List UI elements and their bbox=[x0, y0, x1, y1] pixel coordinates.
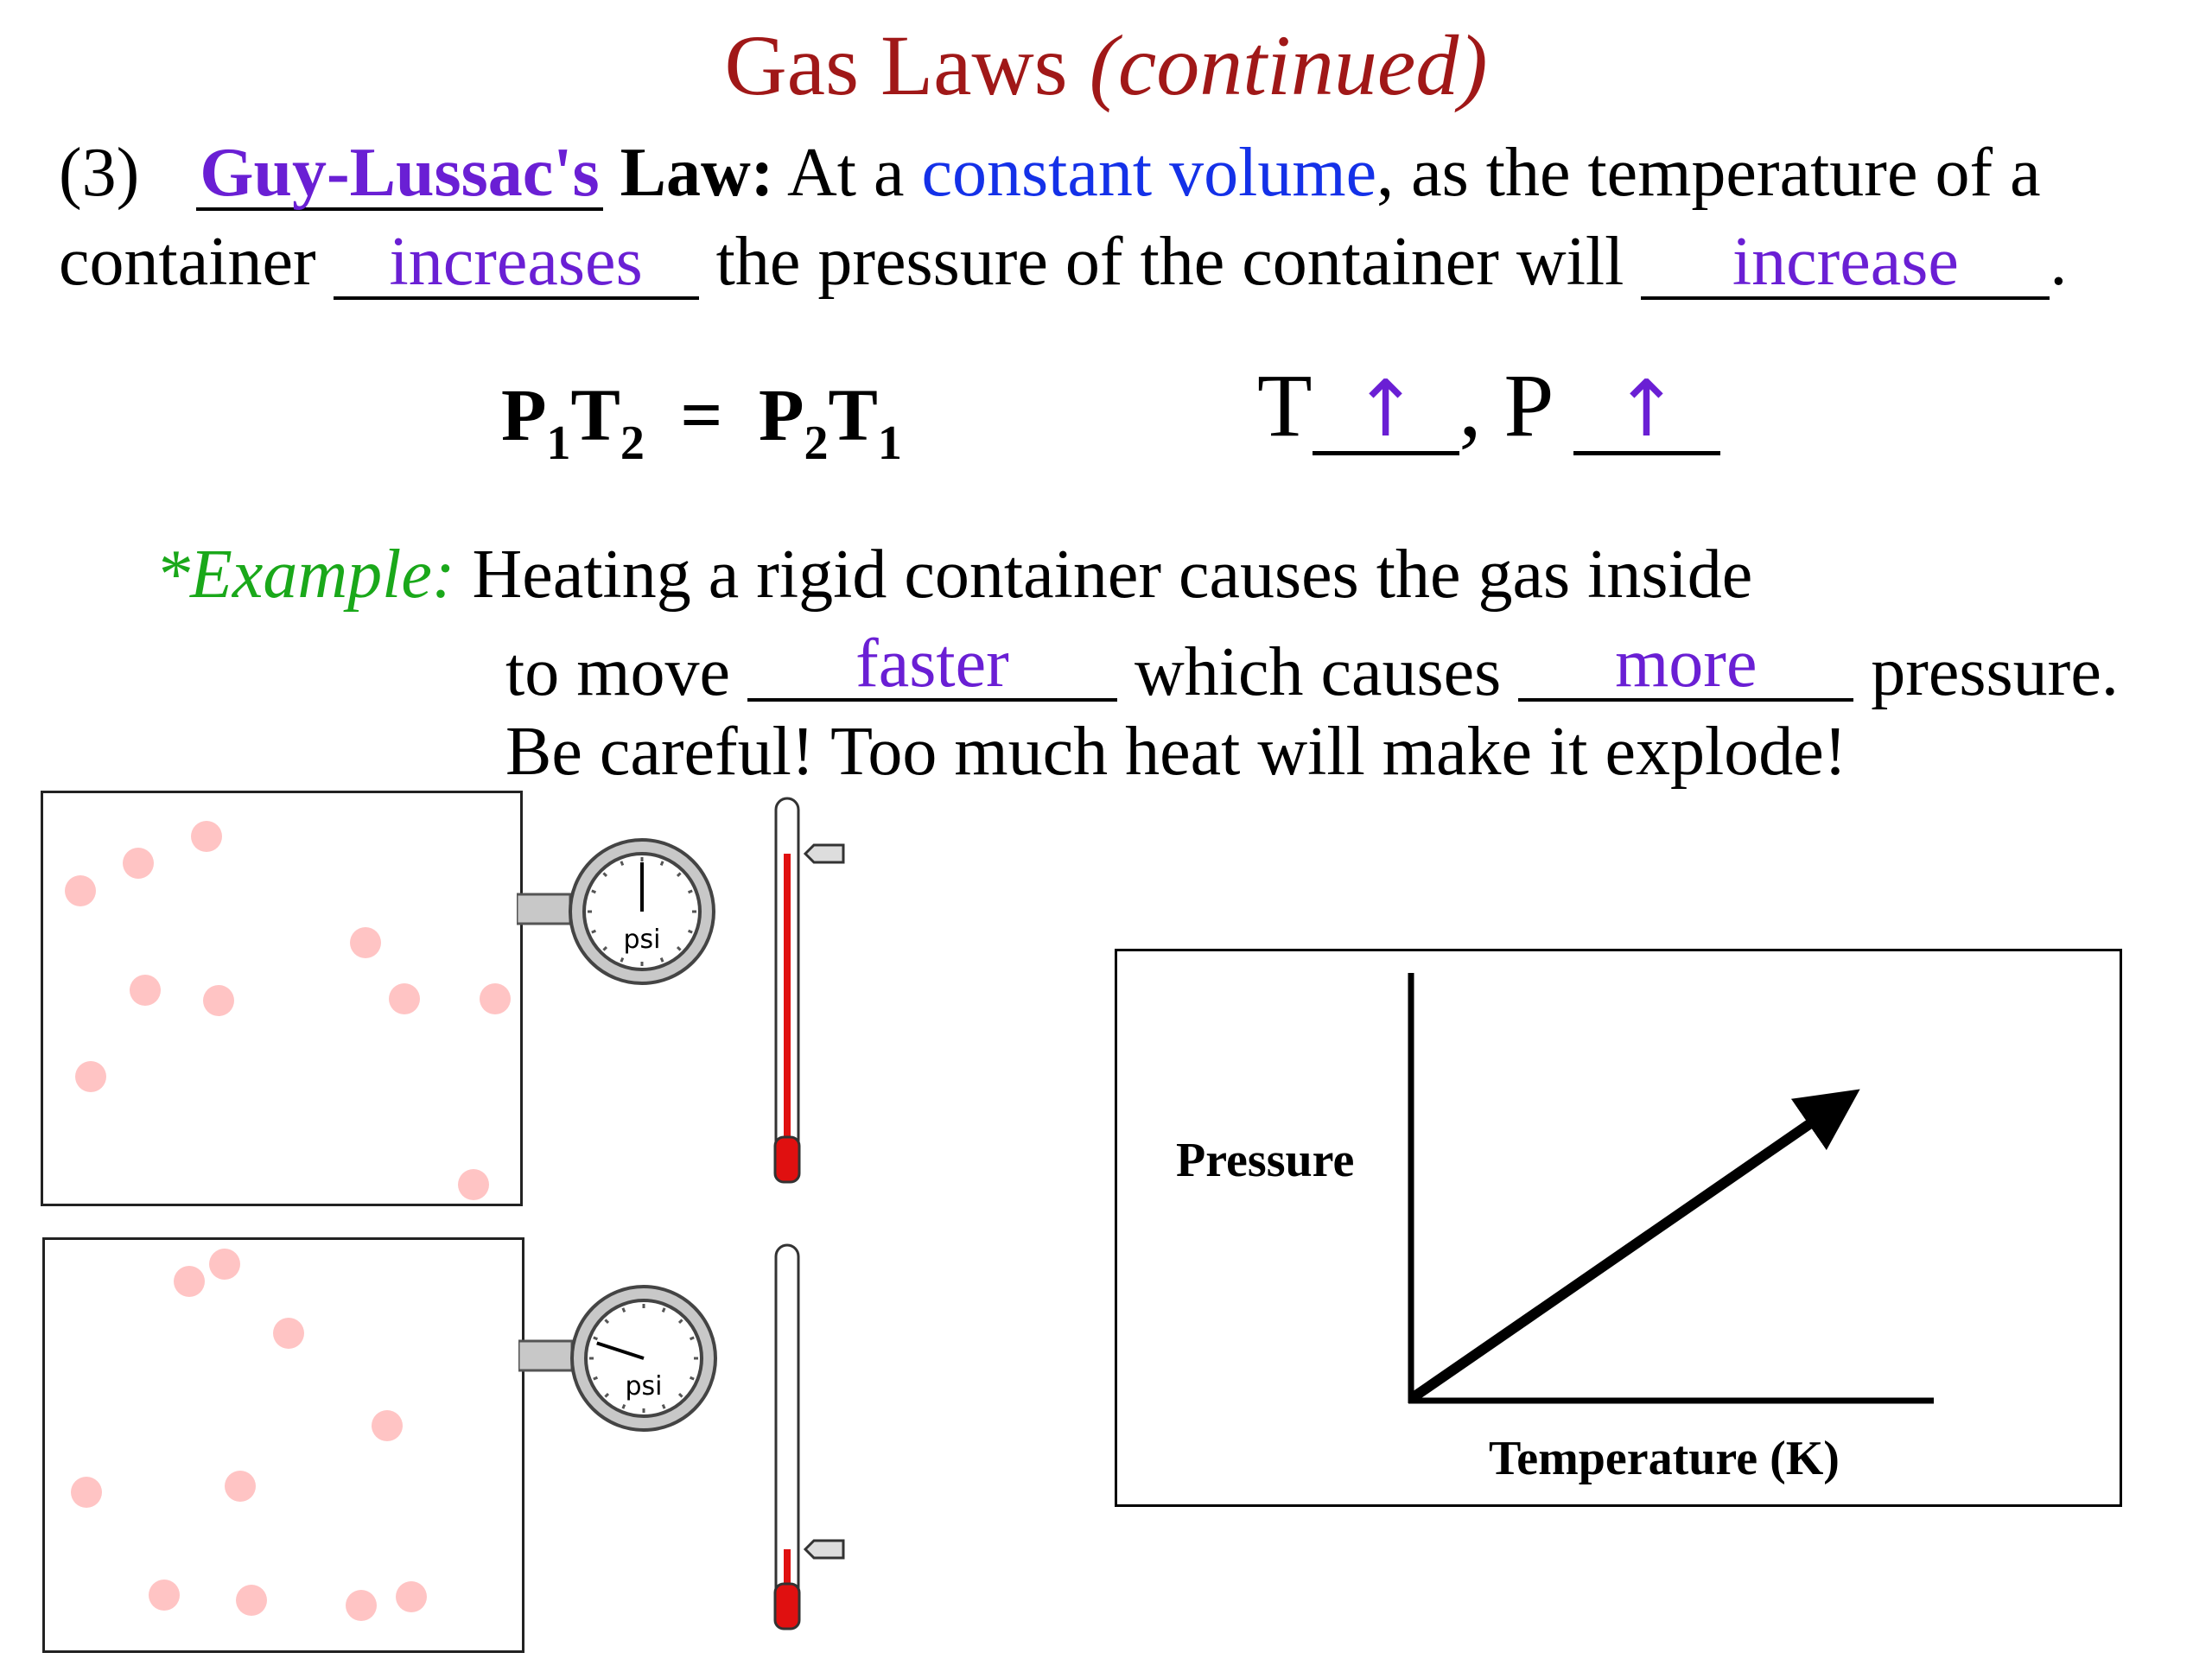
answer-more: more bbox=[1615, 626, 1758, 702]
gauge-tick bbox=[623, 1308, 625, 1313]
law-text-4: the pressure of the container will bbox=[715, 224, 1624, 300]
relation-p: P bbox=[1503, 356, 1551, 455]
gas-molecule bbox=[209, 1249, 240, 1280]
gauge-tick bbox=[690, 1377, 695, 1379]
gauge-tick bbox=[689, 891, 693, 893]
gas-molecule bbox=[389, 983, 420, 1014]
gauge-tick bbox=[594, 1377, 598, 1379]
formula-t2: T bbox=[570, 373, 620, 456]
title-main: Gas Laws bbox=[724, 17, 1068, 113]
level-marker bbox=[805, 845, 843, 862]
formula-equals: = bbox=[680, 373, 723, 456]
gas-molecule bbox=[65, 875, 96, 906]
relation bbox=[1257, 354, 1720, 457]
gauge-unit: psi bbox=[625, 1371, 663, 1402]
formula-p1: P bbox=[501, 373, 547, 456]
gas-molecule bbox=[203, 985, 234, 1016]
relation-comma: , bbox=[1459, 356, 1482, 455]
formula-sub-d: 1 bbox=[877, 416, 902, 470]
thermometer-mercury bbox=[784, 854, 791, 1149]
gauge-unit: psi bbox=[623, 925, 661, 955]
law-word: Law: bbox=[620, 135, 774, 211]
law-line-1 bbox=[59, 135, 2041, 211]
example-text-3: which causes bbox=[1134, 634, 1502, 710]
example-text-2: to move bbox=[505, 634, 730, 710]
example-line-1 bbox=[156, 537, 1753, 613]
blank-temperature bbox=[334, 224, 699, 300]
thermometer-bottom bbox=[760, 1242, 864, 1639]
thermometer-bulb bbox=[775, 1137, 799, 1182]
pressure-temperature-graph bbox=[1115, 949, 2122, 1507]
y-axis-label: Pressure bbox=[1176, 1134, 1355, 1187]
gauge-tick bbox=[663, 1308, 664, 1313]
container-cool bbox=[42, 1237, 524, 1653]
law-line-2 bbox=[59, 224, 2068, 300]
formula bbox=[501, 372, 902, 471]
level-marker bbox=[805, 1541, 843, 1558]
blank-faster bbox=[747, 626, 1117, 702]
law-period: . bbox=[2050, 224, 2068, 300]
example-line-3 bbox=[505, 714, 1847, 790]
gauge-tick bbox=[592, 931, 596, 932]
gauge-tick bbox=[690, 1338, 695, 1339]
up-arrow-icon: ↑ bbox=[1352, 364, 1419, 454]
relation-p-blank bbox=[1573, 361, 1720, 455]
law-name-blank bbox=[196, 135, 602, 211]
gas-molecule bbox=[149, 1580, 180, 1611]
law-highlight: constant volume bbox=[921, 135, 1377, 211]
gas-molecule bbox=[174, 1266, 205, 1297]
example-label: *Example: bbox=[156, 537, 455, 613]
title-sub: (continued) bbox=[1089, 17, 1488, 113]
formula-sub-b: 2 bbox=[620, 416, 645, 470]
gauge-tick bbox=[621, 958, 623, 963]
gas-molecule bbox=[123, 848, 154, 879]
answer-increases: increases bbox=[389, 224, 643, 300]
relation-t-blank bbox=[1313, 361, 1459, 455]
pressure-gauge-bottom bbox=[518, 1276, 726, 1440]
gas-molecule bbox=[273, 1318, 304, 1349]
law-text-3: container bbox=[59, 224, 316, 300]
gas-molecule bbox=[225, 1471, 256, 1502]
relation-t: T bbox=[1257, 356, 1313, 455]
thermometer-top bbox=[760, 795, 864, 1192]
gauge-tick bbox=[661, 958, 663, 963]
law-number: (3) bbox=[59, 135, 140, 211]
graph-canvas bbox=[1117, 951, 2120, 1504]
blank-more bbox=[1518, 626, 1853, 702]
formula-p2: P bbox=[758, 373, 804, 456]
pressure-gauge-top bbox=[517, 830, 724, 994]
page-title bbox=[0, 16, 2212, 115]
gauge-tick bbox=[621, 861, 623, 866]
gauge-tick bbox=[663, 1405, 664, 1409]
x-axis-label: Temperature (K) bbox=[1489, 1432, 1840, 1485]
formula-t1: T bbox=[828, 373, 878, 456]
gas-molecule bbox=[458, 1169, 489, 1200]
gauge-tick bbox=[594, 1338, 598, 1339]
gas-molecule bbox=[346, 1590, 377, 1621]
example-line-2 bbox=[505, 626, 2119, 710]
law-text-2: , as the temperature of a bbox=[1376, 135, 2041, 211]
gas-molecule bbox=[396, 1581, 427, 1612]
container-hot bbox=[41, 791, 523, 1206]
gas-molecule bbox=[350, 927, 381, 958]
example-text-1: Heating a rigid container causes the gas inside bbox=[472, 537, 1753, 613]
law-text-1: At a bbox=[787, 135, 905, 211]
thermometer-bulb bbox=[775, 1584, 799, 1629]
law-name: Guy-Lussac's bbox=[200, 135, 600, 211]
gauge-tick bbox=[661, 861, 663, 866]
gas-molecule bbox=[71, 1477, 102, 1508]
example-text-5: Be careful! Too much heat will make it explode! bbox=[505, 714, 1847, 790]
gas-molecule bbox=[236, 1585, 267, 1616]
gauge-tick bbox=[623, 1405, 625, 1409]
gas-molecule bbox=[480, 983, 511, 1014]
trend-arrow bbox=[1411, 1107, 1834, 1399]
gas-molecule bbox=[130, 975, 161, 1006]
example-text-4: pressure. bbox=[1871, 634, 2119, 710]
gauge-tick bbox=[592, 891, 596, 893]
gas-molecule bbox=[191, 821, 222, 852]
blank-pressure bbox=[1641, 224, 2050, 300]
answer-faster: faster bbox=[855, 626, 1009, 702]
gauge-tick bbox=[689, 931, 693, 932]
formula-sub-a: 1 bbox=[546, 416, 571, 470]
answer-increase: increase bbox=[1732, 224, 1959, 300]
gas-molecule bbox=[75, 1061, 106, 1092]
gas-molecule bbox=[372, 1410, 403, 1441]
formula-sub-c: 2 bbox=[804, 416, 829, 470]
up-arrow-icon: ↑ bbox=[1613, 364, 1680, 454]
